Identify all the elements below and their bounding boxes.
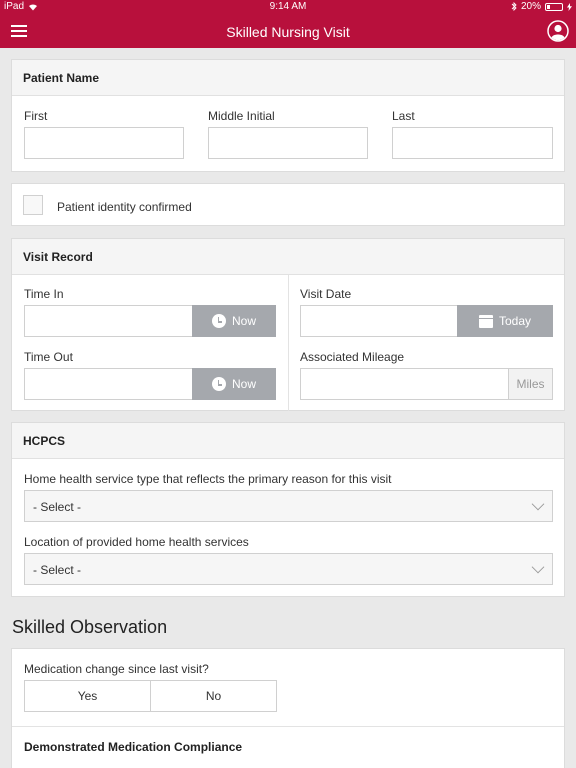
medication-compliance-label: Demonstrated Medication Compliance <box>24 740 243 754</box>
device-name: iPad <box>4 1 25 12</box>
time-in-now-button[interactable] <box>192 305 276 337</box>
row-divider <box>12 726 564 727</box>
location-label: Location of provided home health services <box>24 535 249 549</box>
service-type-select[interactable] <box>24 490 553 522</box>
visit-record-header: Visit Record <box>12 239 564 275</box>
today-label: Today <box>498 314 532 328</box>
charging-icon <box>567 3 572 11</box>
miles-unit: Miles <box>508 369 552 399</box>
medication-change-no-button[interactable] <box>150 680 277 712</box>
clock-icon <box>212 314 226 328</box>
identity-card <box>11 183 565 226</box>
visit-record-card <box>11 238 565 411</box>
middle-initial-input[interactable] <box>208 127 368 159</box>
identity-confirmed-label: Patient identity confirmed <box>57 200 192 214</box>
bluetooth-icon <box>511 2 517 11</box>
mileage-label: Associated Mileage <box>300 350 405 364</box>
visit-date-input[interactable] <box>300 305 470 337</box>
battery-percent: 20% <box>520 1 541 12</box>
last-name-input[interactable] <box>392 127 553 159</box>
chevron-down-icon <box>532 561 545 574</box>
last-name-label: Last <box>392 109 415 123</box>
first-name-label: First <box>24 109 48 123</box>
time-out-label: Time Out <box>24 350 73 364</box>
skilled-observation-title: Skilled Observation <box>12 617 168 637</box>
middle-initial-label: Middle Initial <box>208 109 275 123</box>
column-divider <box>288 275 289 411</box>
nav-bar <box>0 14 576 48</box>
no-label: No <box>205 689 222 703</box>
time-out-input[interactable] <box>24 368 194 400</box>
first-name-input[interactable] <box>24 127 184 159</box>
service-type-value: - Select - <box>33 500 82 514</box>
now-label: Now <box>231 377 256 391</box>
patient-name-card <box>11 59 565 172</box>
identity-confirmed-checkbox[interactable] <box>23 195 43 215</box>
hcpcs-card <box>11 422 565 597</box>
status-time: 9:14 AM <box>269 1 307 12</box>
now-label: Now <box>231 314 256 328</box>
status-bar <box>0 0 576 14</box>
location-value: - Select - <box>33 563 82 577</box>
time-in-input[interactable] <box>24 305 194 337</box>
location-select[interactable] <box>24 553 553 585</box>
skilled-observation-card <box>11 648 565 768</box>
battery-icon <box>545 3 563 11</box>
clock-icon <box>212 377 226 391</box>
time-out-now-button[interactable] <box>192 368 276 400</box>
calendar-icon <box>479 315 493 328</box>
medication-change-yes-button[interactable] <box>24 680 151 712</box>
user-profile-icon[interactable] <box>547 20 569 42</box>
time-in-label: Time In <box>24 287 64 301</box>
hcpcs-header: HCPCS <box>12 423 564 459</box>
chevron-down-icon <box>532 498 545 511</box>
patient-name-header: Patient Name <box>12 60 564 96</box>
service-type-label: Home health service type that reflects the primary reason for this visit <box>24 472 392 486</box>
page-title: Skilled Nursing Visit <box>226 24 350 40</box>
visit-date-today-button[interactable] <box>457 305 553 337</box>
yes-label: Yes <box>77 689 98 703</box>
medication-change-label: Medication change since last visit? <box>24 662 209 676</box>
visit-date-label: Visit Date <box>300 287 352 301</box>
